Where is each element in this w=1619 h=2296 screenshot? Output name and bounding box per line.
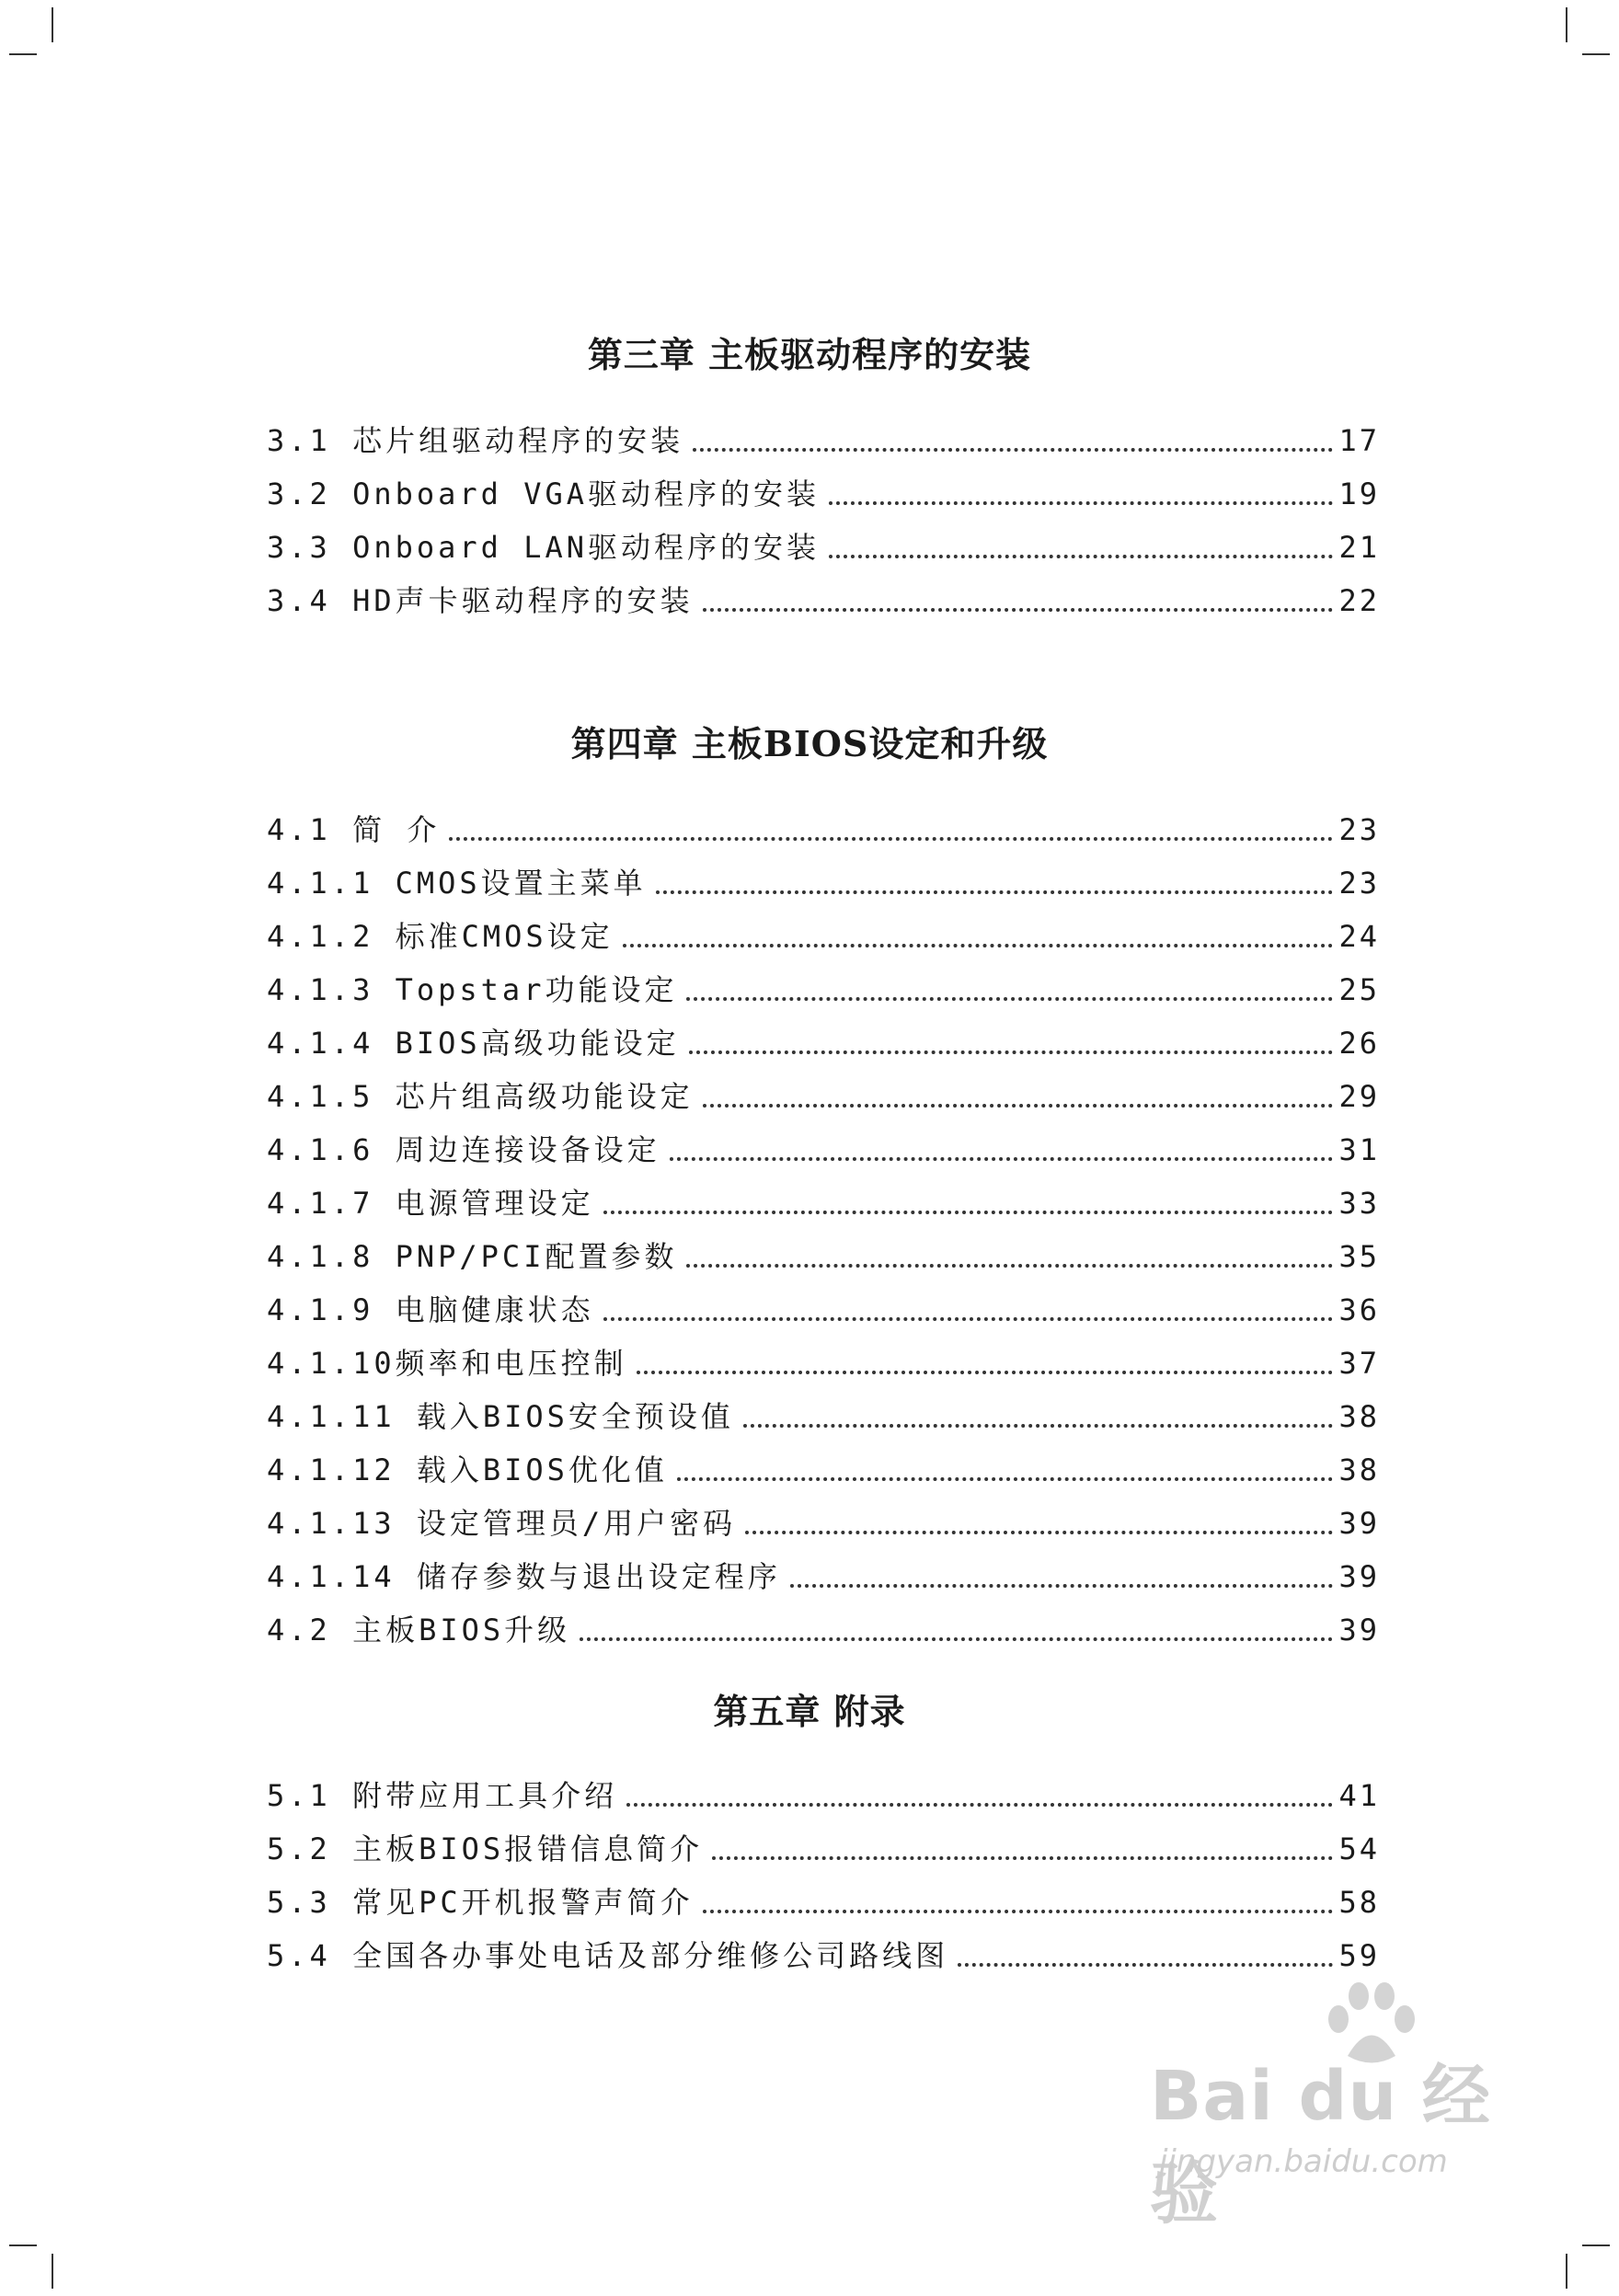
toc-entry-page: 54 [1338,1831,1380,1866]
dot-leader [603,1317,1334,1321]
toc-entry-page: 38 [1338,1452,1380,1487]
crop-mark-bottom-right-h [1582,2244,1610,2246]
toc-entry[interactable] [267,1501,1380,1545]
toc-entry-page: 31 [1338,1132,1380,1167]
toc-entry-page: 35 [1338,1239,1380,1274]
crop-mark-bottom-left [52,2254,53,2289]
toc-entry-page: 23 [1338,866,1380,901]
dot-leader [689,1050,1334,1054]
toc-entry[interactable] [267,914,1380,959]
dot-leader [670,1157,1334,1161]
chapter-3-title: 第三章 主板驱动程序的安装 [587,334,1032,375]
toc-entry[interactable] [267,1880,1380,1924]
dot-leader [703,608,1334,612]
toc-entry-page: 58 [1338,1885,1380,1920]
dot-leader [677,1477,1334,1481]
dot-leader [693,448,1333,452]
dot-leader [958,1963,1333,1967]
toc-entry-label: 4.1.11 载入BIOS安全预设值 [267,1399,734,1434]
dot-leader [703,1104,1334,1108]
watermark-brand: Bai du 经验 [1150,2057,1491,2233]
crop-mark-top-left [52,7,53,42]
toc-entry[interactable] [267,1021,1380,1065]
toc-entry-label: 4.2 主板BIOS升级 [267,1613,571,1647]
dot-leader [743,1424,1334,1428]
toc-entry-page: 39 [1338,1559,1380,1594]
crop-mark-bottom-left-h [9,2244,37,2246]
chapter-4-title: 第四章 主板BIOS设定和升级 [570,723,1049,764]
toc-entry[interactable] [267,1608,1380,1652]
toc-entry[interactable] [267,1288,1380,1332]
toc-entry-label: 4.1.3 Topstar功能设定 [267,972,678,1007]
toc-entry-label: 3.1 芯片组驱动程序的安装 [267,423,684,458]
watermark-url: jingyan.baidu.com [1159,2143,1448,2180]
toc-entry[interactable] [267,1827,1380,1871]
toc-entry-label: 3.3 Onboard LAN驱动程序的安装 [267,530,820,565]
toc-entry[interactable] [267,968,1380,1012]
crop-mark-top-left-h [9,53,37,55]
toc-entry-page: 59 [1338,1938,1380,1973]
dot-leader [829,555,1333,558]
toc-entry[interactable] [267,1555,1380,1599]
toc-entry[interactable] [267,419,1380,463]
toc-entry[interactable] [267,1448,1380,1492]
dot-leader [703,1910,1334,1913]
toc-entry[interactable] [267,861,1380,905]
dot-leader [623,944,1334,947]
toc-entry-page: 39 [1338,1613,1380,1647]
toc-entry-label: 5.3 常见PC开机报警声简介 [267,1885,694,1920]
dot-leader [449,837,1333,841]
toc-entry[interactable] [267,1181,1380,1225]
crop-mark-bottom-right [1566,2254,1567,2289]
toc-entry-page: 22 [1338,583,1380,618]
dot-leader [656,890,1334,894]
toc-entry-label: 4.1.2 标准CMOS设定 [267,919,614,954]
toc-entry[interactable] [267,808,1380,852]
toc-entry-label: 4.1.13 设定管理员/用户密码 [267,1506,737,1541]
toc-entry-label: 4.1.10频率和电压控制 [267,1346,627,1381]
dot-leader [790,1584,1334,1588]
toc-entry-label: 4.1.8 PNP/PCI配置参数 [267,1239,678,1274]
toc-entry-page: 41 [1338,1778,1380,1813]
toc-entry[interactable] [267,1341,1380,1385]
dot-leader [637,1371,1334,1374]
toc-entry-label: 5.1 附带应用工具介绍 [267,1778,618,1813]
toc-entry[interactable] [267,525,1380,569]
toc-entry[interactable] [267,1234,1380,1279]
toc-entry[interactable] [267,579,1380,623]
toc-entry-label: 3.2 Onboard VGA驱动程序的安装 [267,476,820,511]
chapter-5-title: 第五章 附录 [713,1691,906,1732]
toc-entry-label: 4.1.14 储存参数与退出设定程序 [267,1559,781,1594]
dot-leader [829,501,1333,505]
toc-entry-page: 25 [1338,972,1380,1007]
toc-entry-label: 4.1.12 载入BIOS优化值 [267,1452,668,1487]
toc-entry-label: 4.1.7 电源管理设定 [267,1186,594,1221]
dot-leader [626,1803,1333,1807]
toc-entry-label: 5.2 主板BIOS报错信息简介 [267,1831,704,1866]
crop-mark-top-right [1566,7,1567,42]
toc-entry-page: 39 [1338,1506,1380,1541]
toc-entry[interactable] [267,1128,1380,1172]
toc-entry[interactable] [267,1934,1380,1978]
toc-entry[interactable] [267,472,1380,516]
crop-mark-top-right-h [1582,53,1610,55]
toc-entry-page: 37 [1338,1346,1380,1381]
dot-leader [603,1211,1334,1214]
toc-entry[interactable] [267,1774,1380,1818]
toc-entry-page: 19 [1338,476,1380,511]
dot-leader [580,1637,1333,1641]
dot-leader [745,1531,1333,1534]
toc-entry-page: 24 [1338,919,1380,954]
toc-entry[interactable] [267,1074,1380,1119]
toc-entry-page: 17 [1338,423,1380,458]
toc-entry-label: 4.1.6 周边连接设备设定 [267,1132,660,1167]
dot-leader [686,1264,1333,1268]
toc-entry-page: 33 [1338,1186,1380,1221]
toc-entry-page: 23 [1338,812,1380,847]
toc-entry-label: 4.1 简 介 [267,812,441,847]
toc-entry-page: 38 [1338,1399,1380,1434]
toc-entry-label: 5.4 全国各办事处电话及部分维修公司路线图 [267,1938,949,1973]
toc-entry-label: 3.4 HD声卡驱动程序的安装 [267,583,694,618]
toc-entry-label: 4.1.1 CMOS设置主菜单 [267,866,647,901]
toc-entry-page: 29 [1338,1079,1380,1114]
dot-leader [712,1856,1333,1860]
toc-entry-page: 26 [1338,1026,1380,1061]
toc-entry-page: 21 [1338,530,1380,565]
toc-entry[interactable] [267,1395,1380,1439]
baidu-jingyan-watermark [1150,2042,1536,2233]
toc-entry-page: 36 [1338,1292,1380,1327]
toc-entry-label: 4.1.4 BIOS高级功能设定 [267,1026,680,1061]
dot-leader [686,997,1333,1001]
toc-entry-label: 4.1.9 电脑健康状态 [267,1292,594,1327]
toc-entry-label: 4.1.5 芯片组高级功能设定 [267,1079,694,1114]
